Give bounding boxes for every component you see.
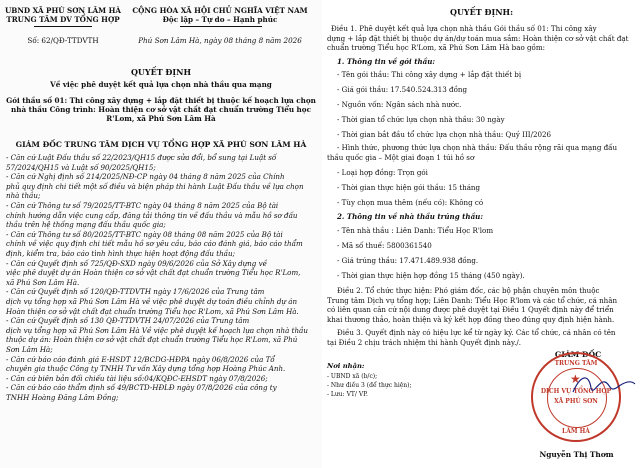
basis-line: - Căn cứ Luật Đấu thầu số 22/2023/QH15 được sửa đổi, bổ sung tại Luật số xyxy=(6,153,277,162)
basis-line: phủ quy định chi tiết một số điều và biện pháp thi hành Luật Đấu thầu về lựa chọn xyxy=(6,181,304,191)
basis-line: Hoàn thiện cơ sở vật chất đạt chuẩn trường Tiểu học R'Lom, xã Phú Sơn Lâm Hà. xyxy=(6,306,299,316)
basis-line: thuộc dự án: Hoàn thiện cơ sở vật chất đạt chuẩn trường Tiểu học R'Lom, xã Phú xyxy=(6,335,298,345)
basis-line: chính hướng dẫn việc cung cấp, đăng tải thông tin về đấu thầu và mẫu hồ sơ đấu xyxy=(6,210,298,220)
contract-type: - Loại hợp đồng: Trọn gói xyxy=(337,168,428,177)
basis-line: - Căn cứ báo cáo thẩm định số 49/BCTD-HĐLĐ ngày 07/8/2026 của công ty xyxy=(6,383,277,393)
basis-line: chuyên gia thuộc Công ty TNHH Tư vấn Xây dựng tổng hợp Hoàng Phúc Anh. xyxy=(6,364,286,374)
method-line: thầu quốc gia – Một giai đoạn 1 túi hồ sơ xyxy=(327,153,475,162)
basis-line: chính về việc quy định chi tiết mẫu hồ sơ yêu cầu, báo cáo đánh giá, báo cáo thẩm xyxy=(6,239,303,249)
package-name: - Tên gói thầu: Thi công xây dựng + lắp đặt thiết bị xyxy=(337,70,522,79)
basis-line: - Căn cứ báo cáo đánh giá E-HSDT 12/BCDG-HĐPA ngày 06/8/2026 của Tổ xyxy=(6,354,275,364)
decision-heading: QUYẾT ĐỊNH: xyxy=(449,7,514,17)
article2-line: Điều 2. Tổ chức thực hiện: Phó giám đốc, các bộ phận chuyên môn thuộc xyxy=(337,286,600,295)
basis-line: Sơn Lâm Hà; xyxy=(6,345,53,354)
article3-line: tại Điều 2 chịu trách nhiệm thi hành Quyết định này./. xyxy=(327,337,522,347)
funding-source: - Nguồn vốn: Ngân sách nhà nước. xyxy=(337,100,462,109)
motto: Độc lập – Tự do – Hạnh phúc xyxy=(162,15,278,24)
package-line-2: nhà thầu Công trình: Hoàn thiện cơ sở vật chất đạt chuẩn trường Tiểu học xyxy=(11,105,311,114)
seal-text: TRUNG TÂM xyxy=(554,360,598,367)
section2-title: 2. Thông tin về nhà thầu trúng thầu: xyxy=(337,212,483,221)
org-line2: TRUNG TÂM DV TỔNG HỢP xyxy=(6,15,120,24)
article1-line: chuẩn trường Tiểu học R'Lom, xã Phú Sơn Lâm Hà bao gồm: xyxy=(327,43,545,53)
star-icon: ★ xyxy=(570,372,581,386)
start-time: - Thời gian bắt đầu tổ chức lựa chọn nhà thầu: Quý III/2026 xyxy=(337,130,552,139)
selection-time: - Thời gian tổ chức lựa chọn nhà thầu: 30 ngày xyxy=(337,115,505,124)
basis-line: - Căn cứ biên bản đối chiếu tài liệu số:04/KQĐC-EHSDT ngày 07/8/2026; xyxy=(6,373,268,383)
package-line-3: R'Lom, xã Phú Sơn Lâm Hà xyxy=(106,114,216,123)
article2-line: khai thương thảo, hoàn thiện và ký kết hợp đồng theo đúng quy định hiện hành. xyxy=(327,314,615,324)
package-line-1: Gói thầu số 01: Thi công xây dựng + lắp đặt thiết bị thuộc kế hoạch lựa chọn xyxy=(6,96,316,105)
article2-line: có liên quan căn cứ nội dung được phê duyệt tại Điều 1 Quyết định này để triển xyxy=(327,305,614,315)
basis-line: - Căn cứ Quyết định số 725/QĐ-SXD ngày 09/6/2026 của Sở Xây dựng về xyxy=(6,258,267,268)
basis-line: việc phê duyệt dự án Hoàn thiện cơ sở vật chất đạt chuẩn trường Tiểu học R'Lom, xyxy=(6,268,301,278)
basis-line: - Căn cứ Nghị định số 214/2025/NĐ-CP ngày 04 tháng 8 năm 2025 của Chính xyxy=(6,172,285,182)
contract-duration: - Thời gian thực hiện gói thầu: 15 tháng xyxy=(337,183,481,192)
seal-text: DỊCH VỤ TỔNG HỢP xyxy=(540,388,612,395)
option: - Tùy chọn mua thêm (nếu có): Không có xyxy=(337,198,484,207)
article2-line: Trung tâm Dịch vụ tổng hợp; Liên Danh: Tiểu Học R'lom và các tổ chức, cá nhân xyxy=(327,295,618,305)
article3-line: Điều 3. Quyết định này có hiệu lực kể từ ngày ký. Các tổ chức, cá nhân có tên xyxy=(337,328,616,337)
motto-underline xyxy=(180,26,262,27)
nation-title: CỘNG HÒA XÃ HỘI CHỦ NGHĨA VIỆT NAM xyxy=(132,6,308,15)
section1-title: 1. Thông tin về gói thầu: xyxy=(337,57,435,66)
org-line1: UBND XÃ PHÚ SƠN LÂM HÀ xyxy=(5,6,121,15)
winning-price: - Giá trúng thầu: 17.471.489.938 đồng. xyxy=(337,256,479,265)
basis-line: TNHH Hoàng Đăng Lâm Đồng; xyxy=(6,393,119,402)
doc-number: Số: 62/QĐ-TTDVTH xyxy=(27,36,99,45)
tax-code: - Mã số thuế: 5800361540 xyxy=(337,241,432,250)
article1-line: dựng + lắp đặt thiết bị thuộc dự án/dự toán mua sắm: Hoàn thiện cơ sở vật chất đạt xyxy=(327,33,629,43)
article1-line: Điều 1. Phê duyệt kết quả lựa chọn nhà thầu Gói thầu số 01: Thi công xây xyxy=(331,24,597,33)
basis-line: - Căn cứ Thông tư số 79/2025/TT-BTC ngày 04 tháng 8 năm 2025 của Bộ tài xyxy=(6,201,279,210)
basis-line: - Căn cứ Thông tư số 80/2025/TT-BTC ngày 08 tháng 08 năm 2025 của Bộ tài xyxy=(6,229,283,239)
package-price: - Giá gói thầu: 17.540.524.313 đồng xyxy=(337,85,468,94)
recipient-item: - Như điều 3 (để thực hiện); xyxy=(327,382,412,389)
recipient-item: - UBND xã (b/c); xyxy=(327,373,378,380)
basis-line: định, kiểm tra, báo cáo tình hình thực hiện hoạt động đấu thầu; xyxy=(6,249,235,258)
method-line: - Hình thức, phương thức lựa chọn nhà thầu: Đấu thầu rộng rãi qua mạng đấu xyxy=(337,143,618,152)
doc-title: QUYẾT ĐỊNH xyxy=(130,67,192,77)
doc-subject: Về việc phê duyệt kết quả lựa chọn nhà thầu qua mạng xyxy=(50,80,272,89)
recipient-item: - Lưu: VT/ VP. xyxy=(327,391,368,398)
basis-line: nhà thầu; xyxy=(6,191,41,201)
place-date: Phú Sơn Lâm Hà, ngày 08 tháng 8 năm 2026 xyxy=(138,36,302,45)
basis-line: dịch vụ tổng hợp xã Phú Sơn Lâm Hà về việc phê duyệt dự toán điều chỉnh dự án xyxy=(6,297,298,306)
basis-line: 57/2024/QH15 và Luật số 90/2025/QH15; xyxy=(6,162,156,172)
basis-line: - Căn cứ Quyết định số 120/QĐ-TTDVTH ngày 17/6/2026 của Trung tâm xyxy=(6,287,265,297)
org-underline xyxy=(34,26,92,27)
signer-name: Nguyễn Thị Thơm xyxy=(539,450,614,459)
basis-line: dịch vụ tổng hợp xã Phú Sơn Lâm Hà Về việc phê duyệt kế hoạch lựa chọn nhà thầu xyxy=(6,325,308,335)
authority: GIÁM ĐỐC TRUNG TÂM DỊCH VỤ TỔNG HỢP XÃ PHÚ SƠN LÂM HÀ xyxy=(15,140,307,149)
basis-line: xã Phú Sơn Lâm Hà. xyxy=(6,277,80,287)
basis-line: - Căn cứ Quyết định số 130 QĐ-TTDVTH 24/07/2026 của Trung tâm xyxy=(6,316,250,326)
execution-time: - Thời gian thực hiện hợp đồng 15 tháng (450 ngày). xyxy=(337,271,525,280)
seal-text: XÃ PHÚ SƠN xyxy=(554,398,598,405)
handwritten-signature xyxy=(569,370,639,400)
seal-text: LÂM HÀ xyxy=(562,428,590,435)
recipients-heading: Nơi nhận: xyxy=(327,362,365,370)
basis-line: thầu trên hệ thống mạng đấu thầu quốc gia; xyxy=(6,220,166,230)
signer-title: GIÁM ĐỐC xyxy=(554,350,602,359)
contractor-name: - Tên nhà thầu : Liên Danh: Tiểu Học R'lom xyxy=(337,226,494,235)
right-page xyxy=(323,0,640,468)
